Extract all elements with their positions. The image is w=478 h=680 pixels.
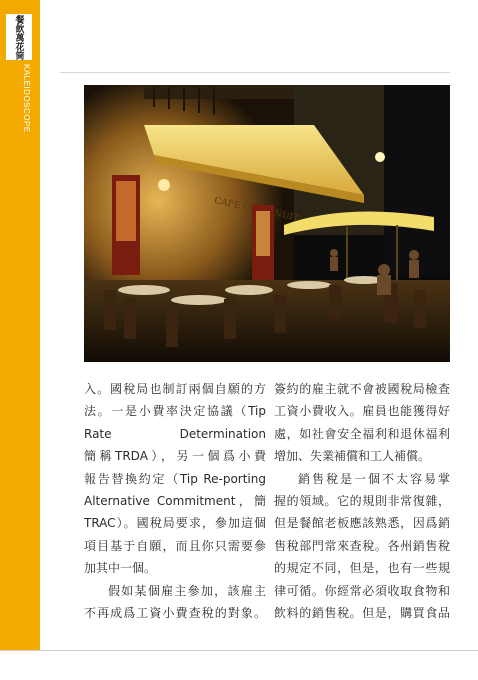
text-line: 增加、失業補償和工人補償。 <box>274 449 431 464</box>
text-line: 簽約的雇主就不會被國稅局檢查 <box>274 382 450 396</box>
paragraph-start-line: 假如某個雇主參加，該雇主 <box>108 583 266 598</box>
header-rule <box>60 72 450 73</box>
chapter-title-cn: 餐飲萬花筒 <box>6 14 32 60</box>
cafe-sign-text: CAFE DE NUIT <box>213 196 300 224</box>
text-line: 工資小費收入。雇員也能獲得好 <box>274 404 450 419</box>
text-line: TRAC）。國稅局要求，參加這個 <box>84 516 266 531</box>
footer-rule <box>0 650 478 651</box>
text-line: Alternative Commitment，簡 <box>84 493 266 508</box>
text-line: 售稅部門常來查稅。各州銷售稅 <box>274 538 450 553</box>
text-line: 項目基于自願，而且你只需要參 <box>84 538 266 553</box>
text-line: 處，如社會安全福利和退休福利 <box>274 426 450 441</box>
cafe-illustration <box>84 85 450 362</box>
text-line: 但是餐館老板應該熟悉，因爲銷 <box>274 516 450 531</box>
text-line: 握的領域。它的規則非常復雜， <box>274 493 450 508</box>
text-line: 加其中一個。 <box>84 561 157 576</box>
cafe-night-photo <box>84 85 450 362</box>
chapter-sidebar <box>0 0 40 650</box>
body-text-left-column <box>84 378 266 624</box>
text-line: 飲料的銷售稅。但是，購買食品 <box>274 605 450 620</box>
text-line: 入。國稅局也制訂兩個自願的方 <box>84 382 266 396</box>
text-line: 法。一是小費率決定協議（Tip <box>84 404 266 419</box>
body-text-right-column <box>274 378 450 624</box>
text-line: 律可循。你經常必須收取食物和 <box>274 583 450 598</box>
chapter-title-en: KALEIDOSCOPE <box>22 64 31 133</box>
paragraph-start-line: 銷售稅是一個不太容易掌 <box>298 471 450 486</box>
text-line: 不再成爲工資小費查稅的對象。 <box>84 605 266 620</box>
text-line: Rate Determination <box>84 426 266 441</box>
text-line: 的規定不同，但是，也有一些規 <box>274 561 450 576</box>
text-line: 簡稱TRDA），另一個爲小費 <box>84 449 266 464</box>
text-line: 報告替換約定（Tip Re-porting <box>84 471 266 486</box>
